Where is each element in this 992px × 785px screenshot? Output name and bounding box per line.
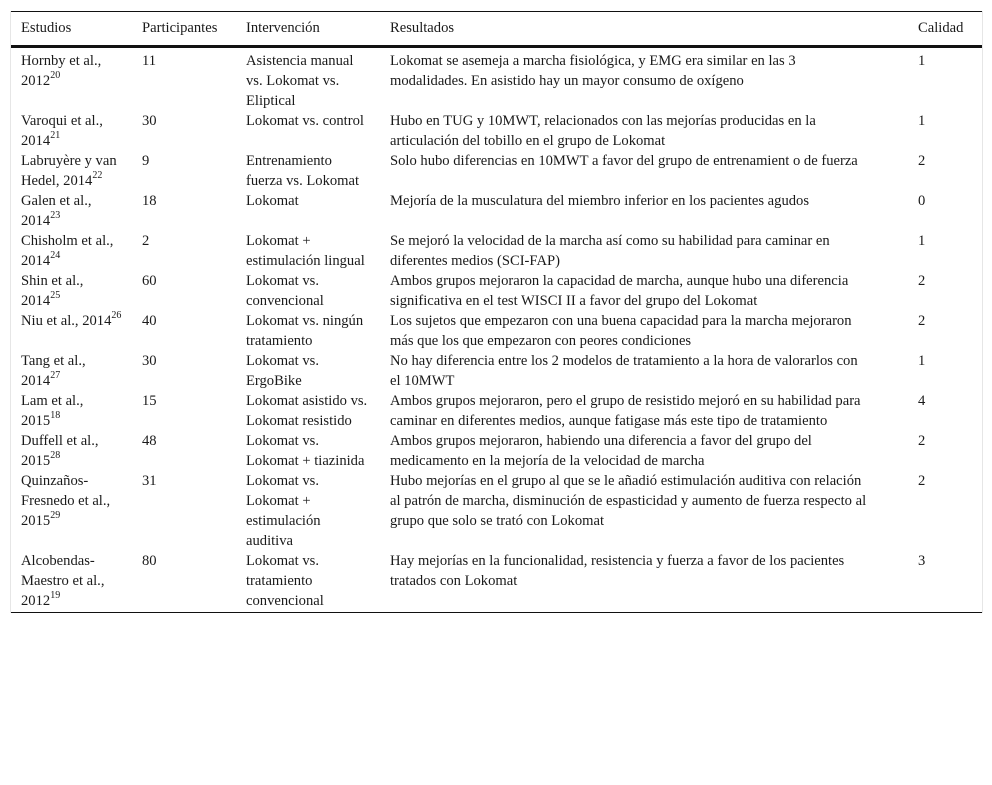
cell-calidad: 2 [918, 433, 926, 449]
reference-link[interactable]: 26 [111, 310, 122, 322]
table-row [11, 311, 982, 351]
cell-participantes: 31 [142, 473, 157, 489]
cell-estudio [11, 47, 132, 112]
study-name: Quinzaños-Fresnedo et al., 2015 [21, 473, 111, 529]
cell-resultados: Se mejoró la velocidad de la marcha así como su habilidad para caminar en diferentes medios (SCI-FAP) [390, 233, 830, 269]
study-name: Varoqui et al., 2014 [21, 113, 103, 149]
reference-link[interactable]: 18 [50, 410, 61, 422]
cell-intervencion: Lokomat vs. Lokomat + estimulación auditiva [246, 473, 321, 549]
cell-estudio [11, 391, 132, 431]
cell-participantes: 9 [142, 153, 150, 169]
cell-calidad: 2 [918, 473, 926, 489]
cell-calidad: 2 [918, 273, 926, 289]
table-row [11, 551, 982, 613]
cell-estudio [11, 431, 132, 471]
cell-resultados: Mejoría de la musculatura del miembro inferior en los pacientes agudos [390, 193, 810, 209]
table-header [11, 12, 982, 47]
header-intervencion: Intervención [246, 20, 320, 36]
reference-link[interactable]: 23 [50, 210, 61, 222]
cell-intervencion: Asistencia manual vs. Lokomat vs. Eliptical [246, 53, 354, 109]
cell-resultados: Lokomat se asemeja a marcha fisiológica, y EMG era similar en las 3 modalidades. En asistido hay un mayor consumo de oxígeno [390, 53, 796, 89]
cell-intervencion: Lokomat asistido vs. Lokomat resistido [246, 393, 368, 429]
cell-estudio [11, 231, 132, 271]
cell-estudio [11, 271, 132, 311]
cell-participantes: 15 [142, 393, 157, 409]
cell-calidad: 4 [918, 393, 926, 409]
reference-link[interactable]: 27 [50, 370, 61, 382]
cell-participantes: 11 [142, 53, 157, 69]
studies-table [11, 11, 982, 613]
cell-calidad: 2 [918, 313, 926, 329]
cell-intervencion: Lokomat vs. control [246, 113, 364, 129]
reference-link[interactable]: 24 [50, 250, 61, 262]
cell-intervencion: Lokomat + estimulación lingual [246, 233, 365, 269]
cell-calidad: 1 [918, 53, 926, 69]
cell-resultados: Solo hubo diferencias en 10MWT a favor del grupo de entrenamient o de fuerza [390, 153, 858, 169]
table-row [11, 231, 982, 271]
reference-link[interactable]: 25 [50, 290, 61, 302]
study-name: Tang et al., 2014 [21, 353, 86, 389]
cell-participantes: 60 [142, 273, 157, 289]
reference-link[interactable]: 28 [50, 450, 61, 462]
cell-resultados: Ambos grupos mejoraron, habiendo una diferencia a favor del grupo del medicamento en la mejoría de la velocidad de marcha [390, 433, 812, 469]
cell-intervencion: Lokomat vs. tratamiento convencional [246, 553, 324, 609]
cell-calidad: 3 [918, 553, 926, 569]
table-row [11, 47, 982, 112]
header-estudios: Estudios [21, 20, 72, 36]
table-row [11, 271, 982, 311]
header-row [11, 12, 982, 47]
cell-participantes: 48 [142, 433, 157, 449]
cell-intervencion: Lokomat vs. convencional [246, 273, 324, 309]
cell-intervencion: Lokomat vs. ningún tratamiento [246, 313, 364, 349]
table-row [11, 351, 982, 391]
cell-calidad: 1 [918, 353, 926, 369]
cell-estudio [11, 551, 132, 613]
reference-link[interactable]: 19 [50, 590, 61, 602]
studies-table-container [10, 11, 983, 613]
cell-intervencion: Lokomat vs. Lokomat + tiazinida [246, 433, 365, 469]
cell-calidad: 0 [918, 193, 926, 209]
reference-link[interactable]: 29 [50, 510, 61, 522]
reference-link[interactable]: 20 [50, 70, 61, 82]
cell-resultados: Ambos grupos mejoraron la capacidad de marcha, aunque hubo una diferencia significativa en el test WISCI II a favor del grupo del Lokomat [390, 273, 849, 309]
study-name: Hornby et al., 2012 [21, 53, 102, 89]
cell-participantes: 80 [142, 553, 157, 569]
cell-participantes: 40 [142, 313, 157, 329]
cell-resultados: Los sujetos que empezaron con una buena capacidad para la marcha mejoraron más que los que empezaron con peores condiciones [390, 313, 852, 349]
study-name: Galen et al., 2014 [21, 193, 92, 229]
table-row [11, 471, 982, 551]
cell-intervencion: Lokomat vs. ErgoBike [246, 353, 319, 389]
table-row [11, 111, 982, 151]
cell-resultados: Ambos grupos mejoraron, pero el grupo de resistido mejoró en su habilidad para caminar en diferentes medios, aunque fatigase más este tipo de tratamiento [390, 393, 861, 429]
cell-estudio [11, 351, 132, 391]
cell-intervencion: Lokomat [246, 193, 299, 209]
study-name: Niu et al., 2014 [21, 313, 112, 329]
table-row [11, 151, 982, 191]
cell-estudio [11, 311, 132, 351]
table-row [11, 191, 982, 231]
header-resultados: Resultados [390, 20, 455, 36]
cell-estudio [11, 111, 132, 151]
cell-calidad: 1 [918, 233, 926, 249]
study-name: Shin et al., 2014 [21, 273, 84, 309]
cell-estudio [11, 191, 132, 231]
reference-link[interactable]: 22 [92, 170, 103, 182]
study-name: Duffell et al., 2015 [21, 433, 99, 469]
header-calidad: Calidad [918, 20, 964, 36]
cell-estudio [11, 471, 132, 551]
table-row [11, 431, 982, 471]
cell-participantes: 30 [142, 113, 157, 129]
cell-estudio [11, 151, 132, 191]
table-body [11, 47, 982, 613]
cell-intervencion: Entrenamiento fuerza vs. Lokomat [246, 153, 360, 189]
study-name: Alcobendas-Maestro et al., 2012 [21, 553, 105, 609]
cell-resultados: No hay diferencia entre los 2 modelos de tratamiento a la hora de valorarlos con el 10MWT [390, 353, 858, 389]
study-name: Labruyère y van Hedel, 2014 [21, 153, 117, 189]
header-participantes: Participantes [142, 20, 218, 36]
cell-resultados: Hay mejorías en la funcionalidad, resistencia y fuerza a favor de los pacientes tratados con Lokomat [390, 553, 845, 589]
reference-link[interactable]: 21 [50, 130, 61, 142]
cell-calidad: 1 [918, 113, 926, 129]
cell-participantes: 18 [142, 193, 157, 209]
cell-participantes: 30 [142, 353, 157, 369]
study-name: Lam et al., 2015 [21, 393, 84, 429]
cell-participantes: 2 [142, 233, 150, 249]
cell-resultados: Hubo mejorías en el grupo al que se le añadió estimulación auditiva con relación al patrón de marcha, disminución de espasticidad y aumento de fuerza respecto al grupo que solo se trató con Lokomat [390, 473, 867, 529]
cell-calidad: 2 [918, 153, 926, 169]
study-name: Chisholm et al., 2014 [21, 233, 114, 269]
table-row [11, 391, 982, 431]
cell-resultados: Hubo en TUG y 10MWT, relacionados con las mejorías producidas en la articulación del tobillo en el grupo de Lokomat [390, 113, 816, 149]
